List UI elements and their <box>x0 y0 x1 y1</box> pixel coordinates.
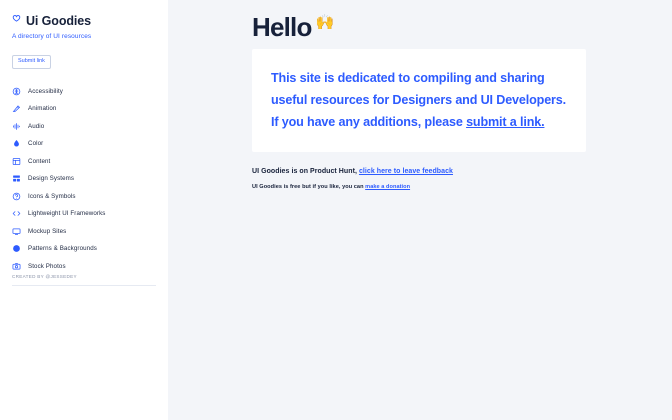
page-title: Hello <box>252 12 312 42</box>
code-icon <box>12 209 21 218</box>
product-hunt-line <box>252 168 588 175</box>
stock-photos-icon <box>12 262 21 271</box>
sidebar-nav <box>12 83 156 276</box>
sidebar-item-label: Mockup Sites <box>28 227 67 235</box>
sidebar-item-label: Patterns & Backgrounds <box>28 245 97 253</box>
sidebar-item-label: Icons & Symbols <box>28 192 76 200</box>
intro-text-before: This site is dedicated to compiling and sharing useful resources for Designers and UI Developers. If you have any additions, please <box>271 71 567 130</box>
sidebar-item-label: Lightweight UI Frameworks <box>28 210 106 218</box>
icons-symbols-icon <box>12 192 21 201</box>
sidebar-item-label: Accessibility <box>28 87 63 95</box>
heart-icon <box>12 14 21 26</box>
greeting-row <box>252 10 588 40</box>
submit-a-link-link[interactable]: submit a link. <box>466 115 545 130</box>
sidebar-item-audio[interactable] <box>12 118 156 136</box>
sidebar-item-color[interactable] <box>12 135 156 153</box>
sidebar-item-label: Color <box>28 140 44 148</box>
content-icon <box>12 157 21 166</box>
intro-card-text <box>271 67 567 133</box>
sidebar-item-label: Audio <box>28 122 45 130</box>
make-a-donation-link[interactable]: make a donation <box>365 184 411 191</box>
sidebar-item-label: Stock Photos <box>28 262 66 270</box>
sidebar-item-content[interactable] <box>12 153 156 171</box>
product-hunt-prefix: UI Goodies is on Product Hunt, <box>252 168 359 176</box>
donation-prefix: UI Goodies is free but if you like, you can <box>252 184 366 191</box>
intro-card <box>252 49 586 152</box>
sidebar-item-mockup-sites[interactable] <box>12 223 156 241</box>
sidebar-item-icons-symbols[interactable] <box>12 188 156 206</box>
sidebar-item-label: Animation <box>28 105 57 113</box>
raised-hands-icon: 🙌 <box>315 14 335 31</box>
sidebar-credit: CREATED BY @JESSEDEY <box>12 274 77 279</box>
brand-subtitle: A directory of UI resources <box>12 33 92 40</box>
sidebar-item-lightweight-ui-frameworks[interactable] <box>12 205 156 223</box>
patterns-icon <box>12 244 21 253</box>
sidebar-item-stock-photos[interactable] <box>12 258 156 276</box>
sidebar-item-patterns-backgrounds[interactable] <box>12 240 156 258</box>
sidebar-item-label: Content <box>28 157 51 165</box>
sidebar-item-label: Design Systems <box>28 175 75 183</box>
animation-icon <box>12 104 21 113</box>
brand[interactable] <box>12 14 156 28</box>
footnotes <box>252 168 588 190</box>
accessibility-icon <box>12 87 21 96</box>
mockup-icon <box>12 227 21 236</box>
donation-line <box>252 184 588 190</box>
product-hunt-feedback-link[interactable]: click here to leave feedback <box>358 168 453 176</box>
sidebar-item-design-systems[interactable] <box>12 170 156 188</box>
sidebar <box>0 0 168 420</box>
color-drop-icon <box>12 139 21 148</box>
sidebar-item-accessibility[interactable] <box>12 83 156 101</box>
brand-title: Ui Goodies <box>26 14 91 28</box>
submit-link-button[interactable]: Submit link <box>12 55 51 69</box>
audio-icon <box>12 122 21 131</box>
main-content <box>168 0 672 420</box>
design-systems-icon <box>12 174 21 183</box>
sidebar-divider <box>12 285 156 286</box>
sidebar-item-animation[interactable] <box>12 100 156 118</box>
